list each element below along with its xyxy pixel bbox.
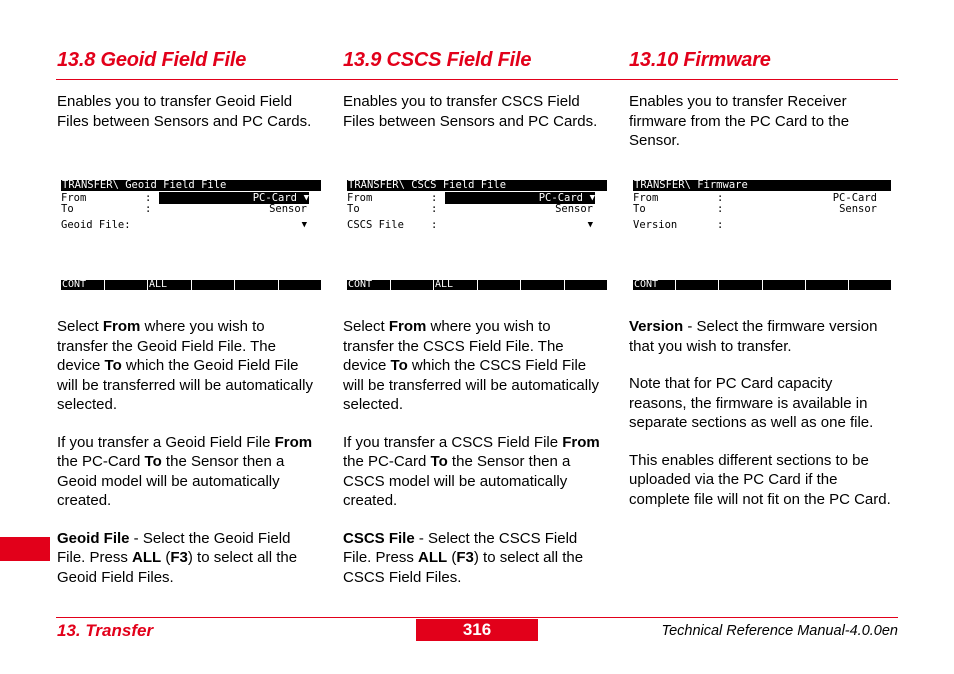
body-paragraph (343, 529, 605, 588)
bold-term: F3 (170, 549, 188, 566)
footer-chapter: 13. Transfer (57, 621, 154, 640)
field-label: From (347, 192, 373, 204)
softkey-f5[interactable] (806, 280, 848, 290)
softkey-f5[interactable] (235, 280, 278, 290)
section-body (629, 317, 891, 527)
field-label: From (61, 192, 87, 204)
field-value[interactable]: Sensor (269, 203, 307, 215)
softkey-f1[interactable]: CONT (633, 280, 675, 290)
text-run: where you wish to transfer the Geoid Field File. The device (57, 318, 276, 374)
softkey-f3[interactable]: ALL (148, 280, 191, 290)
text-run: ( (447, 549, 457, 566)
field-label: CSCS File (347, 219, 404, 231)
text-run: the PC-Card (57, 453, 145, 470)
screen-field-row[interactable] (61, 219, 321, 231)
field-value[interactable]: PC-Card (445, 192, 595, 204)
field-label: To (347, 203, 360, 215)
body-paragraph (57, 529, 319, 588)
field-label: To (61, 203, 74, 215)
bold-term: ALL (418, 549, 448, 566)
text-run: If you transfer a Geoid Field File (57, 433, 275, 451)
text-run: the Sensor then a Geoid model will be automatically created. (57, 453, 285, 509)
footer-manual-title: Technical Reference Manual-4.0.0en (661, 623, 898, 639)
field-value[interactable]: Sensor (555, 203, 593, 215)
device-screen (633, 180, 891, 291)
text-run: - Select the Geoid Field File. Press (57, 529, 291, 566)
text-run: If you transfer a CSCS Field File (343, 433, 563, 451)
bold-term: CSCS File (343, 529, 415, 547)
header-rule (56, 79, 898, 80)
bold-term: From (388, 318, 427, 335)
text-run: Select (343, 318, 389, 335)
field-colon: : (717, 192, 724, 204)
softkey-f3[interactable] (719, 280, 761, 290)
dropdown-arrow-icon[interactable]: ▼ (303, 193, 309, 203)
text-run: which the CSCS Field File will be transferred will be automatically selected. (343, 357, 599, 413)
page-number: 316 (416, 619, 538, 641)
field-value[interactable]: Sensor (839, 203, 877, 215)
field-colon: : (717, 203, 724, 215)
section-intro: Enables you to transfer CSCS Field Files between Sensors and PC Cards. (343, 93, 598, 130)
section-title: 13.10 Firmware (629, 49, 771, 71)
text-run: ) to select all the Geoid Field Files. (57, 549, 298, 586)
section-body (57, 317, 319, 605)
text-run: - Select the firmware version that you wish to transfer. (629, 318, 878, 355)
field-colon: : (717, 219, 724, 231)
dropdown-arrow-icon[interactable]: ▼ (301, 220, 307, 230)
footer-rule (56, 617, 898, 618)
softkey-bar (633, 280, 891, 290)
bold-term: From (562, 433, 600, 451)
bold-term: Version (629, 318, 684, 335)
bold-term: To (144, 453, 162, 470)
softkey-f5[interactable] (521, 280, 564, 290)
text-run: ( (161, 549, 171, 566)
softkey-f6[interactable] (565, 280, 608, 290)
body-paragraph (343, 317, 605, 415)
field-value[interactable]: PC-Card (159, 192, 309, 204)
field-colon: : (431, 219, 438, 231)
body-paragraph (629, 374, 891, 433)
dropdown-arrow-icon[interactable]: ▼ (587, 220, 593, 230)
field-colon: : (145, 203, 152, 215)
text-run: ) to select all the CSCS Field Files. (343, 549, 584, 586)
softkey-bar (61, 280, 321, 290)
softkey-f2[interactable] (105, 280, 148, 290)
bold-term: To (430, 453, 448, 470)
field-label: Geoid File: (61, 219, 131, 231)
field-label: To (633, 203, 646, 215)
screen-field-row[interactable] (347, 203, 607, 215)
device-screen (61, 180, 321, 291)
bold-term: To (390, 357, 408, 374)
softkey-f2[interactable] (391, 280, 434, 290)
bold-term: ALL (132, 549, 162, 566)
text-run: This enables different sections to be uploaded via the PC Card if the complete file will not fit on the PC Card. (629, 451, 891, 508)
section-intro: Enables you to transfer Receiver firmware from the PC Card to the Sensor. (629, 93, 850, 149)
screen-field-row[interactable] (633, 203, 891, 215)
softkey-bar (347, 280, 607, 290)
softkey-f1[interactable]: CONT (347, 280, 390, 290)
body-paragraph (343, 433, 605, 511)
text-run: Select (57, 318, 103, 335)
screen-title: TRANSFER\ Firmware (633, 180, 891, 191)
bold-term: To (104, 357, 122, 374)
bold-term: From (274, 433, 313, 451)
section-body (343, 317, 605, 605)
device-screen (347, 180, 607, 291)
softkey-f2[interactable] (676, 280, 718, 290)
softkey-f4[interactable] (763, 280, 805, 290)
text-run: Note that for PC Card capacity reasons, the firmware is available in separate sections as well as one file. (629, 375, 874, 431)
softkey-f4[interactable] (192, 280, 235, 290)
softkey-f3[interactable]: ALL (434, 280, 477, 290)
field-label: From (633, 192, 659, 204)
field-label: Version (633, 219, 678, 231)
screen-title: TRANSFER\ CSCS Field File (347, 180, 607, 191)
section-intro: Enables you to transfer Geoid Field Files between Sensors and PC Cards. (57, 93, 312, 130)
field-colon: : (431, 192, 438, 204)
bold-term: Geoid File (57, 529, 130, 547)
text-run: which the Geoid Field File will be transferred will be automatically selected. (57, 357, 313, 413)
body-paragraph (629, 451, 891, 510)
section-title: 13.8 Geoid Field File (57, 49, 247, 71)
section-geoid-field-file (57, 46, 319, 586)
section-title: 13.9 CSCS Field File (343, 49, 532, 71)
text-run: the Sensor then a CSCS model will be automatically created. (343, 453, 571, 509)
section-cscs-field-file (343, 46, 605, 586)
body-paragraph (57, 317, 319, 415)
text-run: the PC-Card (343, 453, 431, 470)
screen-field-row[interactable] (347, 219, 607, 231)
chapter-tab-marker (0, 537, 50, 561)
bold-term: F3 (456, 549, 474, 566)
screen-field-row[interactable] (633, 219, 891, 231)
dropdown-arrow-icon[interactable]: ▼ (873, 220, 879, 230)
body-paragraph (57, 433, 319, 511)
text-run: where you wish to transfer the CSCS Field File. The device (343, 318, 564, 374)
field-colon: : (431, 203, 438, 215)
section-firmware (629, 46, 891, 508)
softkey-f6[interactable] (279, 280, 322, 290)
body-paragraph (629, 317, 891, 356)
field-colon: : (145, 192, 152, 204)
bold-term: From (102, 318, 141, 335)
text-run: - Select the CSCS Field File. Press (343, 529, 578, 566)
dropdown-arrow-icon[interactable]: ▼ (589, 193, 595, 203)
screen-title: TRANSFER\ Geoid Field File (61, 180, 321, 191)
softkey-f4[interactable] (478, 280, 521, 290)
softkey-f6[interactable] (849, 280, 891, 290)
screen-field-row[interactable] (61, 203, 321, 215)
field-value[interactable]: PC-Card (832, 192, 877, 204)
softkey-f1[interactable]: CONT (61, 280, 104, 290)
